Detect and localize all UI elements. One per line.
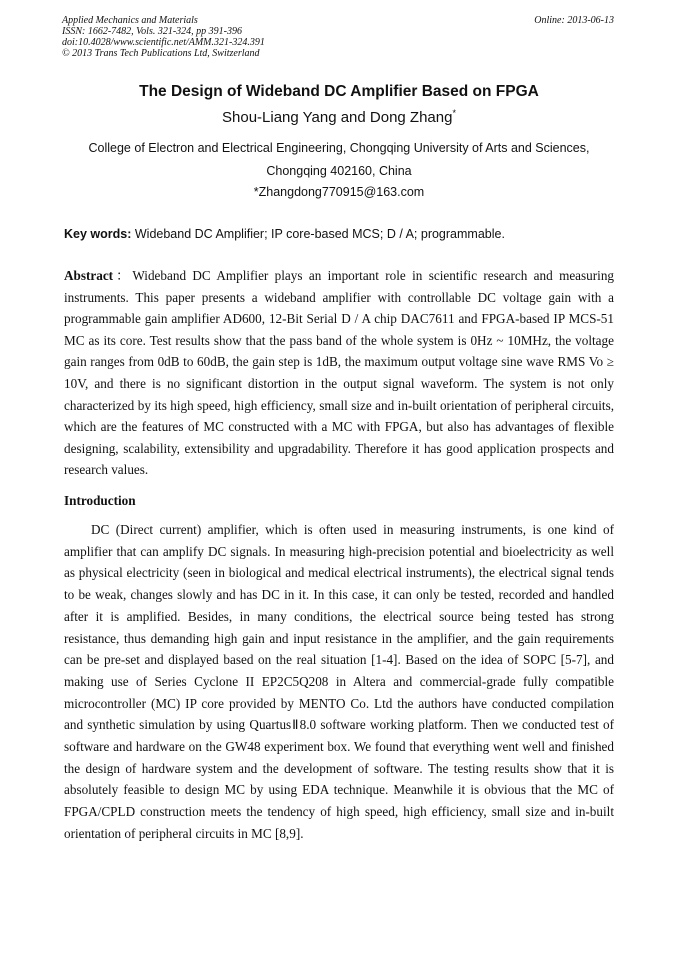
- abstract-separator: ：: [113, 268, 133, 283]
- introduction-paragraph: DC (Direct current) amplifier, which is often used in measuring instruments, is one kind of amplifier that can amplify DC signals. In measuring high-precision potential and bioelectricity as well as physical electricity (seen in biological and medical electrical instruments), the electrical signal tends to be weak, changes slowly and has DC in it. In this case, it can only be tested, recorded and handled after it is amplified. Besides, in many conditions, the electrical source being tested has strong resistance, thus demanding high gain and input resistance in the amplifier, and the gain requirements can be pre-set and displayed based on the real situation [1-4]. Based on the idea of SOPC [5-7], and making use of Series Cyclone II EP2C5Q208 in Altera and commercial-grade fully compatible microcontroller (MC) IP core provided by MENTO Co. Ltd the authors have conducted compilation and synthetic simulation by using QuartusⅡ8.0 software working platform. Then we conducted test of software and hardware on the GW48 experiment box. We found that everything went well and finished the design of hardware system and the development of software. The testing results show that it is absolutely feasible to design MC by using EDA technique. Meanwhile it is obvious that the MC of FPGA/CPLD construction meets the tendency of high speed, high efficiency, small size and in-built orientation of peripheral circuits in MC [8,9].: [64, 522, 614, 841]
- abstract-label: Abstract: [64, 268, 114, 283]
- keywords: [64, 227, 614, 241]
- authors: [0, 108, 678, 126]
- introduction-heading: Introduction: [64, 493, 136, 508]
- affiliation-line-2: Chongqing 402160, China: [266, 164, 412, 178]
- copyright-line: © 2013 Trans Tech Publications Ltd, Switzerland: [62, 48, 260, 59]
- issn-line: ISSN: 1662-7482, Vols. 321-324, pp 391-396: [62, 26, 242, 37]
- doi-line: doi:10.4028/www.scientific.net/AMM.321-324.391: [62, 37, 265, 48]
- keywords-label: Key words:: [64, 227, 132, 241]
- keywords-text: Wideband DC Amplifier; IP core-based MCS; D / A; programmable.: [134, 227, 505, 241]
- author-email: *Zhangdong770915@163.com: [253, 185, 425, 199]
- paper-title: The Design of Wideband DC Amplifier Based on FPGA: [139, 83, 539, 100]
- author-names: Shou-Liang Yang and Dong Zhang: [222, 109, 453, 126]
- affiliation-line-1: College of Electron and Electrical Engineering, Chongqing University of Arts and Sciences,: [88, 141, 590, 155]
- online-date: Online: 2013-06-13: [534, 15, 614, 26]
- abstract-text: Wideband DC Amplifier plays an important role in scientific research and measuring instruments. This paper presents a wideband amplifier with controllable DC voltage gain with a programmable gain amplifier AD600, 12-Bit Serial D / A chip DAC7611 and FPGA-based IP MCS-51 MC as its core. Test results show that the pass band of the whole system is 0Hz ~ 10MHz, the voltage gain ranges from 0dB to 60dB, the gain step is 1dB, the maximum output voltage sine wave RMS Vo ≥ 10V, and there is no significant distortion in the output signal waveform. The system is not only characterized by its high speed, high efficiency, small size and in-built orientation of peripheral circuits, which are the features of MC constructed with a MC with FPGA, but also has advantages of flexible designing, scalability, extensibility and upgradability. Therefore it has good application prospects and research values.: [64, 268, 615, 478]
- abstract: [64, 265, 614, 481]
- corresponding-mark: *: [452, 108, 456, 118]
- journal-header: [62, 15, 614, 59]
- affiliation: [0, 137, 678, 183]
- journal-name: Applied Mechanics and Materials: [62, 15, 198, 26]
